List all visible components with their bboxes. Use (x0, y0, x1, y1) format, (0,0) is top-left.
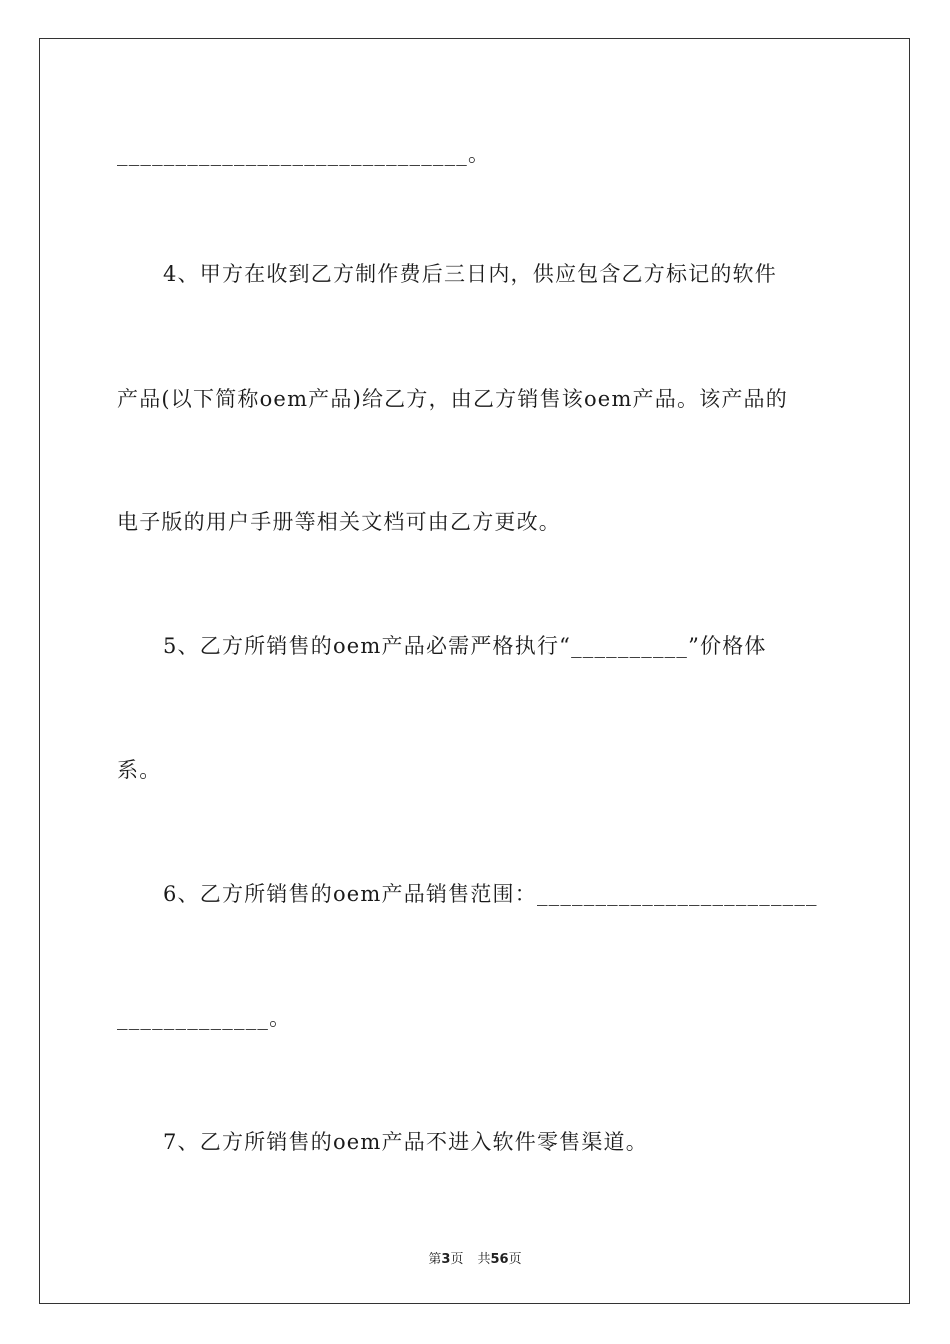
text-line-8: _____________。 (117, 1006, 292, 1030)
footer-page-suffix: 页 (450, 1252, 464, 1267)
text-line-2: 4、甲方在收到乙方制作费后三日内，供应包含乙方标记的软件 (163, 262, 777, 286)
text-line-7: 6、乙方所销售的oem产品销售范围：________________________ (163, 882, 818, 906)
text-line-5: 5、乙方所销售的oem产品必需严格执行“__________”价格体 (163, 634, 767, 658)
text-line-4: 电子版的用户手册等相关文档可由乙方更改。 (117, 510, 561, 534)
footer-page-number: 3 (441, 1252, 451, 1267)
footer-total-pages: 56 (490, 1252, 509, 1267)
text-line-3: 产品(以下简称oem产品)给乙方，由乙方销售该oem产品。该产品的 (117, 387, 788, 411)
page-footer (0, 1248, 950, 1267)
page-border (39, 38, 910, 1304)
footer-prefix: 第 (428, 1252, 442, 1267)
text-line-6: 系。 (117, 758, 162, 782)
footer-total-prefix: 共 (477, 1252, 491, 1267)
text-line-1: ______________________________。 (117, 142, 491, 166)
text-line-9: 7、乙方所销售的oem产品不进入软件零售渠道。 (163, 1130, 648, 1154)
footer-total-suffix: 页 (508, 1252, 522, 1267)
